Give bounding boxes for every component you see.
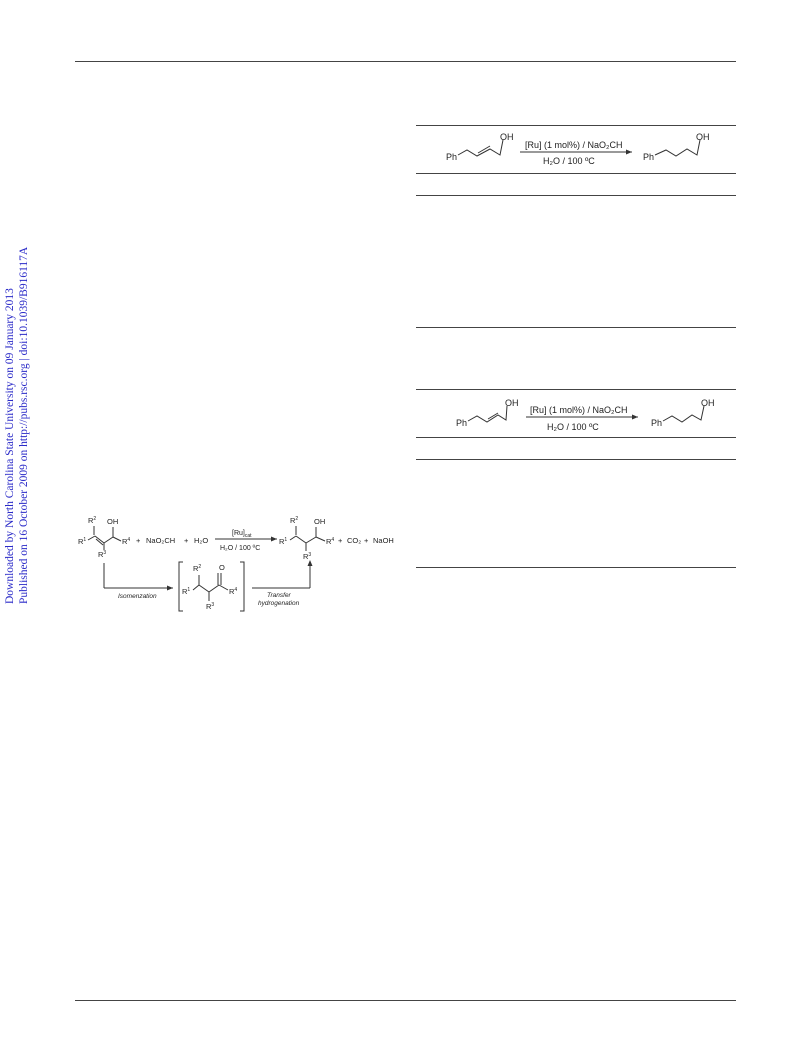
- isomerization-label: Isomenzation: [118, 593, 157, 600]
- product-oh-label: OH: [314, 517, 326, 526]
- catalyst-label: $[Ru]_{cat}$: [232, 530, 252, 539]
- naoh-label: NaOH: [373, 536, 394, 545]
- oh-label: OH: [505, 398, 519, 408]
- plus-1: +: [136, 536, 141, 545]
- plus-3: +: [338, 536, 343, 545]
- oh-label: OH: [500, 132, 514, 142]
- oh-label: OH: [107, 517, 119, 526]
- oh-product-label: OH: [696, 132, 710, 142]
- reagents-label: [Ru] (1 mol%) / NaO₂CH: [525, 140, 623, 150]
- table2-header-rule: [416, 437, 736, 438]
- conditions-label: H₂O / 100 ºC: [220, 545, 261, 552]
- ketone-o-label: O: [219, 563, 225, 572]
- ketone-r2-label: $R^2$: [193, 564, 202, 573]
- table2-header-rule-2: [416, 459, 736, 460]
- ketone-r4-label: $R^4$: [229, 587, 238, 596]
- formate-label: NaO₂CH: [146, 536, 176, 545]
- ph-product-label: Ph: [643, 152, 655, 162]
- co2-label: CO₂: [347, 536, 362, 545]
- table1-bottom-rule: [416, 327, 736, 328]
- table2-bottom-rule: [416, 567, 736, 568]
- product-r1-label: $R^1$: [279, 537, 288, 546]
- table2-top-rule: [416, 389, 736, 390]
- water-label: H₂O: [194, 536, 209, 545]
- plus-2: +: [184, 536, 189, 545]
- general-reaction-scheme: [74, 510, 399, 615]
- ph-product-label: Ph: [651, 418, 663, 428]
- header-rule: [75, 61, 736, 62]
- r1-label: $R^1$: [78, 537, 87, 546]
- ketone-r1-label: $R^1$: [182, 587, 191, 596]
- ketone-r3-label: $R^3$: [206, 602, 215, 611]
- product-r4-label: $R^4$: [326, 537, 335, 546]
- sidebar-published[interactable]: Published on 16 October 2009 on http://pubs.rsc.org | doi:10.1039/B916117A: [18, 246, 30, 604]
- conditions-label: H₂O / 100 ºC: [547, 422, 599, 432]
- reagents-label: [Ru] (1 mol%) / NaO₂CH: [530, 405, 628, 415]
- transfer-label: Transfer: [267, 592, 291, 599]
- r4-label: $R^4$: [122, 537, 131, 546]
- table2-reaction-scheme: [450, 392, 735, 436]
- table1-top-rule: [416, 125, 736, 126]
- table1-header-rule-2: [416, 195, 736, 196]
- r3-label: $R^3$: [98, 550, 107, 559]
- sidebar-downloaded[interactable]: Downloaded by North Carolina State University on 09 January 2013: [4, 288, 16, 604]
- r2-label: $R^2$: [88, 516, 97, 525]
- footer-rule: [75, 1000, 736, 1001]
- conditions-label: H₂O / 100 ºC: [543, 156, 595, 166]
- product-r2-label: $R^2$: [290, 516, 299, 525]
- ph-label: Ph: [456, 418, 468, 428]
- plus-4: +: [364, 536, 369, 545]
- oh-product-label: OH: [701, 398, 715, 408]
- table1-reaction-scheme: [440, 128, 730, 172]
- table1-header-rule: [416, 173, 736, 174]
- ph-label: Ph: [446, 152, 458, 162]
- hydrogenation-label: hydrogenation: [258, 600, 300, 607]
- product-r3-label: $R^3$: [303, 552, 312, 561]
